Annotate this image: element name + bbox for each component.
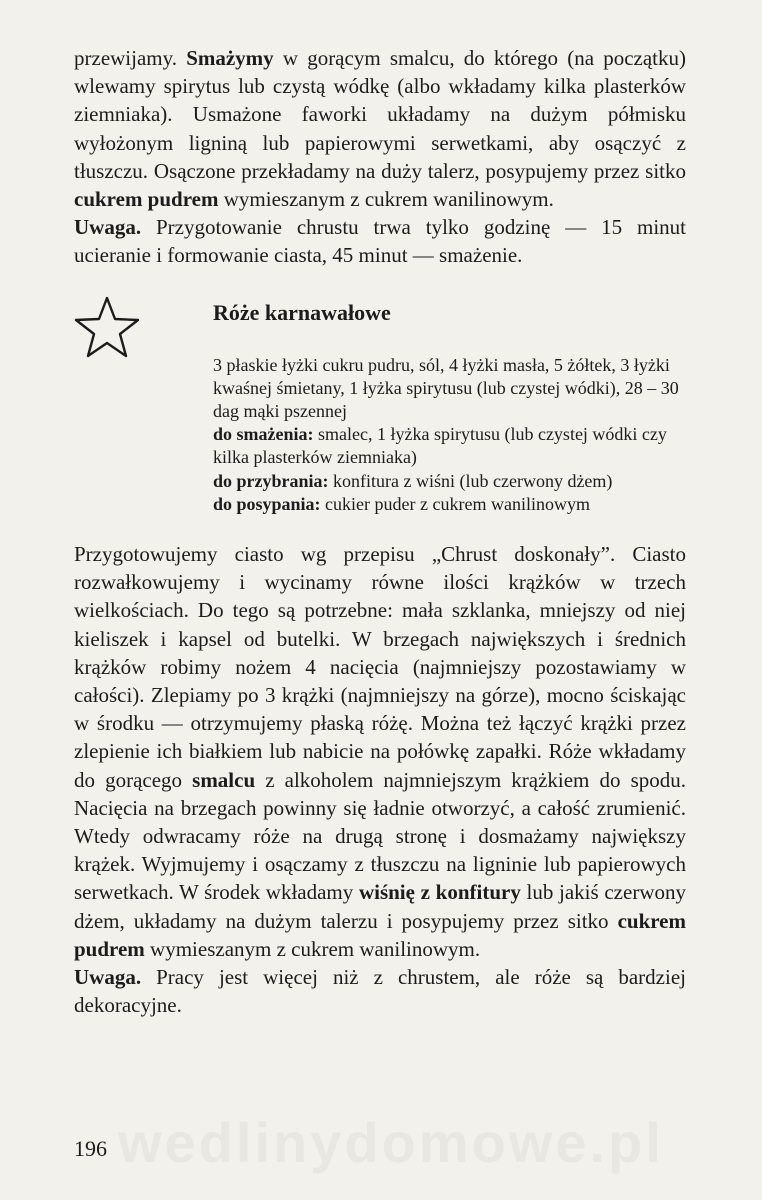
recipe-header bbox=[74, 292, 686, 356]
garnish-label: do przybrania: bbox=[213, 470, 329, 491]
page-number: 196 bbox=[74, 1136, 107, 1161]
top-paragraph bbox=[74, 44, 686, 213]
watermark: wedlinydomowe.pl bbox=[118, 1111, 664, 1174]
note-roses bbox=[74, 963, 686, 1019]
ingredients-block bbox=[213, 354, 686, 516]
note-label: Uwaga. bbox=[74, 965, 142, 990]
note-chrust bbox=[74, 213, 686, 269]
garnish-text: konfitura z wiśni (lub czerwony dżem) bbox=[328, 470, 613, 491]
bold-run: wiśnię z konfitury bbox=[358, 880, 521, 905]
text-run: wymieszanym z cukrem wanilinowym. bbox=[218, 187, 554, 212]
text-run: przewijamy. bbox=[74, 46, 187, 70]
text-run: Przygotowujemy ciasto wg przepisu „Chrust doskonały”. Ciasto rozwałkowujemy i wycinamy równe ilości krążków w trzech wielkościach. Do tego są potrzebne: mała szklanka, mniejszy od niej kieliszek i kapsel od butelki. W brzegach największych i średnich krążków robimy nożem 4 nacięcia (najmniejszy pozostawiamy w całości). Zlepiamy po 3 krążki (najmniejszy na górze), mocno ściskając w środku — otrzymujemy płaską różę. Można też łączyć krążki przez zlepienie ich białkiem lub nabicie na połówkę zapałki. Róże wkładamy do gorącego bbox=[74, 542, 686, 792]
bold-run: cukrem pudrem bbox=[74, 908, 686, 961]
dusting-line bbox=[213, 493, 686, 516]
star-outline-icon bbox=[74, 296, 140, 358]
frying-text: smalec, 1 łyżka spirytusu (lub czystej wódki czy kilka plasterków ziemniaka) bbox=[213, 424, 667, 468]
text-run: wymieszanym z cukrem wanilinowym. bbox=[144, 936, 481, 961]
frying-label: do smażenia: bbox=[213, 424, 314, 445]
method-paragraph bbox=[74, 540, 686, 963]
note-text: Przygotowanie chrustu trwa tylko godzinę — 15 minut ucieranie i formowanie ciasta, 45 minut — smażenie. bbox=[74, 215, 686, 268]
note-label: Uwaga. bbox=[74, 215, 142, 240]
recipe-title: Róże karnawałowe bbox=[213, 299, 391, 325]
garnish-line bbox=[213, 470, 686, 493]
bold-run: Smażymy bbox=[186, 46, 274, 70]
dusting-label: do posypania: bbox=[213, 493, 321, 514]
bold-run: cukrem pudrem bbox=[74, 187, 219, 212]
bold-run: smalcu bbox=[192, 767, 256, 792]
text-run: z alkoholem najmniejszym krążkiem do spodu. Nacięcia na brzegach powinny się ładnie otworzyć, a całość zrumienić. Wtedy odwracamy róże na drugą stronę i dosmażamy największy krążek. Wyjmujemy i osączamy z tłuszczu na ligninie lub papierowych serwetkach. W środek wkładamy bbox=[74, 767, 686, 905]
text-run: w gorącym smalcu, do którego (na początku) wlewamy spirytus lub czystą wódkę (albo wkładamy kilka plasterków ziemniaka). Usmażone faworki układamy na dużym półmisku wyłożonym ligniną lub papierowymi serwetkami, aby osączyć z tłuszczu. Osączone przekładamy na duży talerz, posypujemy przez sitko bbox=[74, 46, 686, 183]
dusting-text: cukier puder z cukrem wanilinowym bbox=[320, 493, 590, 514]
text-run: lub jakiś czerwony dżem, układamy na dużym talerzu i posypujemy przez sitko bbox=[74, 880, 686, 933]
page-content bbox=[74, 44, 686, 1020]
note-text: Pracy jest więcej niż z chrustem, ale róże są bardziej dekoracyjne. bbox=[74, 965, 686, 1018]
ingredients-list: 3 płaskie łyżki cukru pudru, sól, 4 łyżki masła, 5 żółtek, 3 łyżki kwaśnej śmietany, 1 łyżka spirytusu (lub czystej wódki), 28 – 30 dag mąki pszennej bbox=[213, 354, 679, 422]
frying-line bbox=[213, 423, 686, 469]
